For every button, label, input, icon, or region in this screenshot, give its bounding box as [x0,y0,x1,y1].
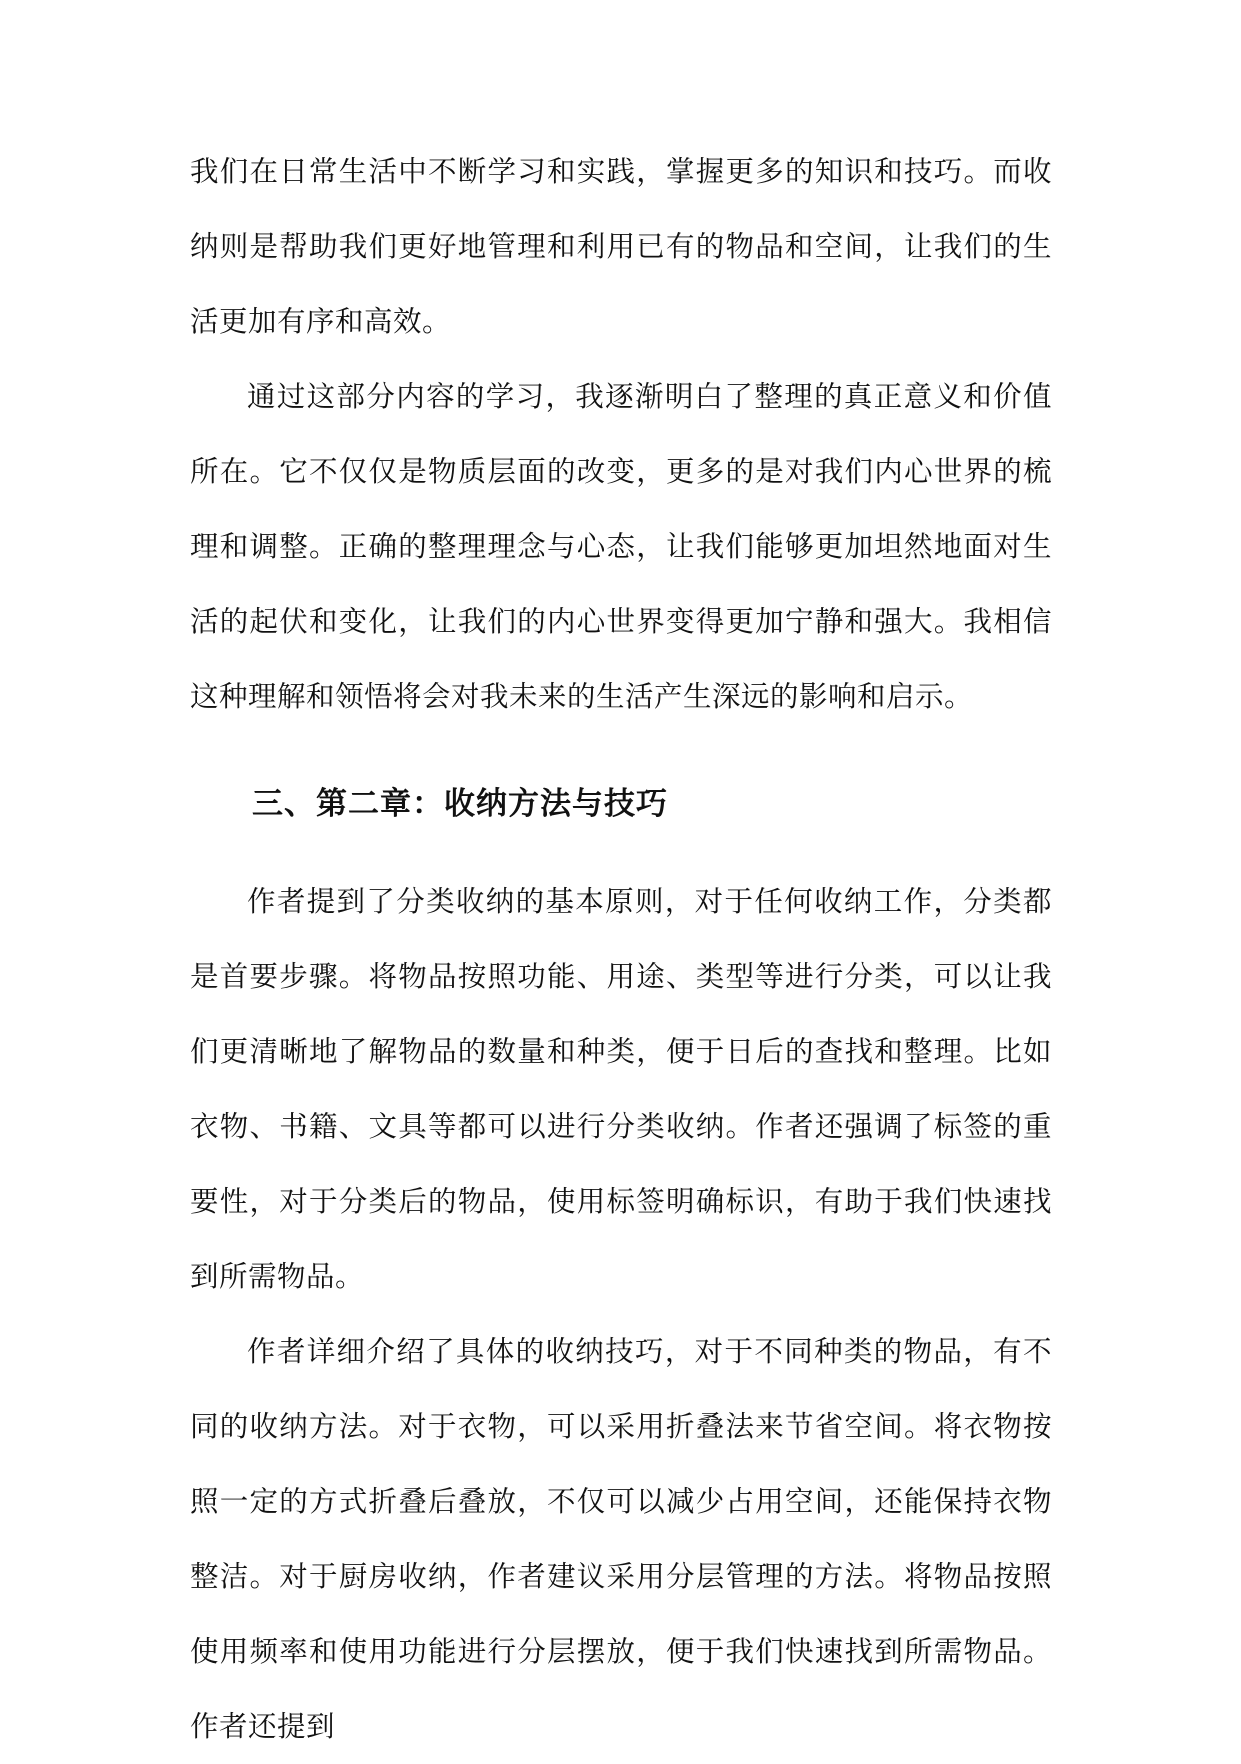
paragraph-1: 我们在日常生活中不断学习和实践，掌握更多的知识和技巧。而收纳则是帮助我们更好地管理和利用已有的物品和空间，让我们的生活更加有序和高效。 [190,155,1052,338]
paragraph-3: 作者提到了分类收纳的基本原则，对于任何收纳工作，分类都是首要步骤。将物品按照功能、用途、类型等进行分类，可以让我们更清晰地了解物品的数量和种类，便于日后的查找和整理。比如衣物、书籍、文具等都可以进行分类收纳。作者还强调了标签的重要性，对于分类后的物品，使用标签明确标识，有助于我们快速找到所需物品。 [190,885,1052,1293]
text-block-bottom [190,864,1052,1764]
paragraph-2: 通过这部分内容的学习，我逐渐明白了整理的真正意义和价值所在。它不仅仅是物质层面的改变，更多的是对我们内心世界的梳理和调整。正确的整理理念与心态，让我们能够更加坦然地面对生活的起伏和变化，让我们的内心世界变得更加宁静和强大。我相信这种理解和领悟将会对我未来的生活产生深远的影响和启示。 [190,380,1052,713]
section-heading: 三、第二章：收纳方法与技巧 [252,786,668,822]
paragraph-4: 作者详细介绍了具体的收纳技巧，对于不同种类的物品，有不同的收纳方法。对于衣物，可以采用折叠法来节省空间。将衣物按照一定的方式折叠后叠放，不仅可以减少占用空间，还能保持衣物整洁。对于厨房收纳，作者建议采用分层管理的方法。将物品按照使用频率和使用功能进行分层摆放，便于我们快速找到所需物品。作者还提到 [190,1335,1052,1743]
text-block-top [190,134,1052,734]
